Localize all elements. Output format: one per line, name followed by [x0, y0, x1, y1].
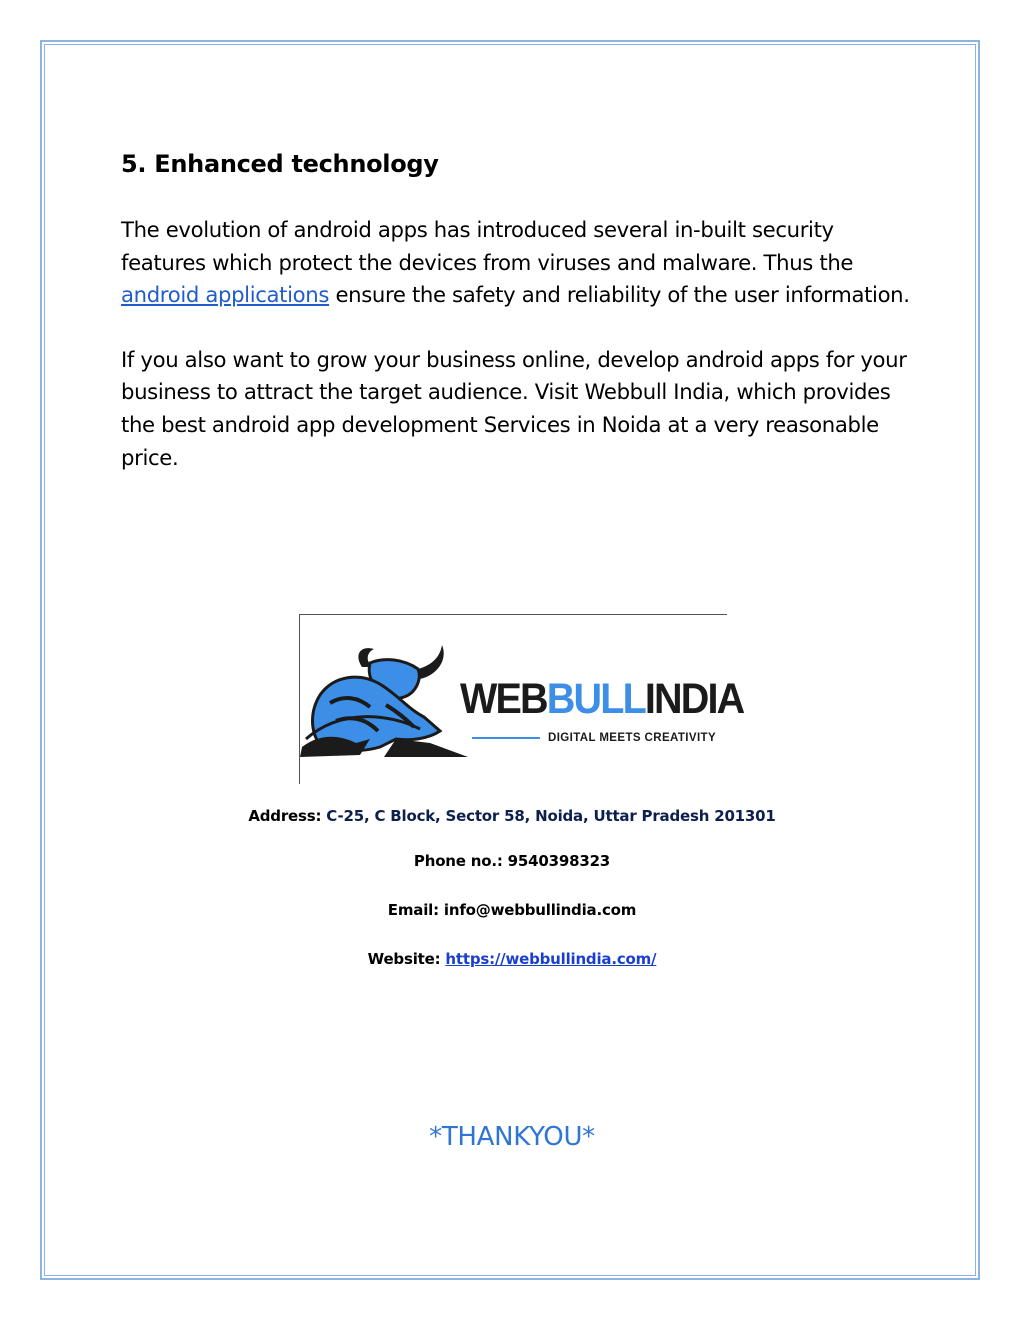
thankyou-text: *THANKYOU* [429, 1122, 595, 1152]
paragraph-security-text-1: The evolution of android apps has introduced several in-built security features which protect the devices from viruses and malware. Thus the [121, 217, 854, 275]
contact-email [0, 901, 1024, 919]
phone-value: 9540398323 [502, 852, 611, 870]
logo-wordmark [460, 675, 744, 723]
contact-website [0, 950, 1024, 968]
website-link[interactable]: https://webbullindia.com/ [445, 950, 657, 968]
address-label: Address: [248, 807, 322, 825]
contact-phone [0, 852, 1024, 870]
logo-word-india: INDIA [644, 675, 744, 723]
logo-tagline-row [472, 732, 716, 744]
email-value: info@webbullindia.com [438, 901, 637, 919]
paragraph-security-text-2: ensure the safety and reliability of the user information. [329, 282, 910, 308]
logo-tagline: DIGITAL MEETS CREATIVITY [548, 732, 717, 744]
paragraph-business: If you also want to grow your business online, develop android apps for your business to attract the target audience. Visit Webbull India, which provides the best android app development Services in Noida at a very reasonable price. [121, 346, 907, 470]
logo-word-web: WEB [460, 675, 547, 723]
android-applications-link[interactable]: android applications [121, 282, 330, 308]
address-value: C-25, C Block, Sector 58, Noida, Uttar Pradesh 201301 [321, 807, 776, 825]
email-label: Email: [387, 901, 439, 919]
bull-icon [300, 635, 475, 760]
main-content [121, 150, 911, 506]
section-heading: 5. Enhanced technology [121, 150, 439, 178]
paragraph-security [121, 214, 911, 312]
logo-image [299, 614, 744, 784]
phone-label: Phone no.: [413, 852, 503, 870]
tagline-divider [472, 737, 540, 739]
website-label: Website: [367, 950, 446, 968]
logo-word-bull: BULL [546, 675, 645, 723]
contact-address [0, 807, 1024, 825]
